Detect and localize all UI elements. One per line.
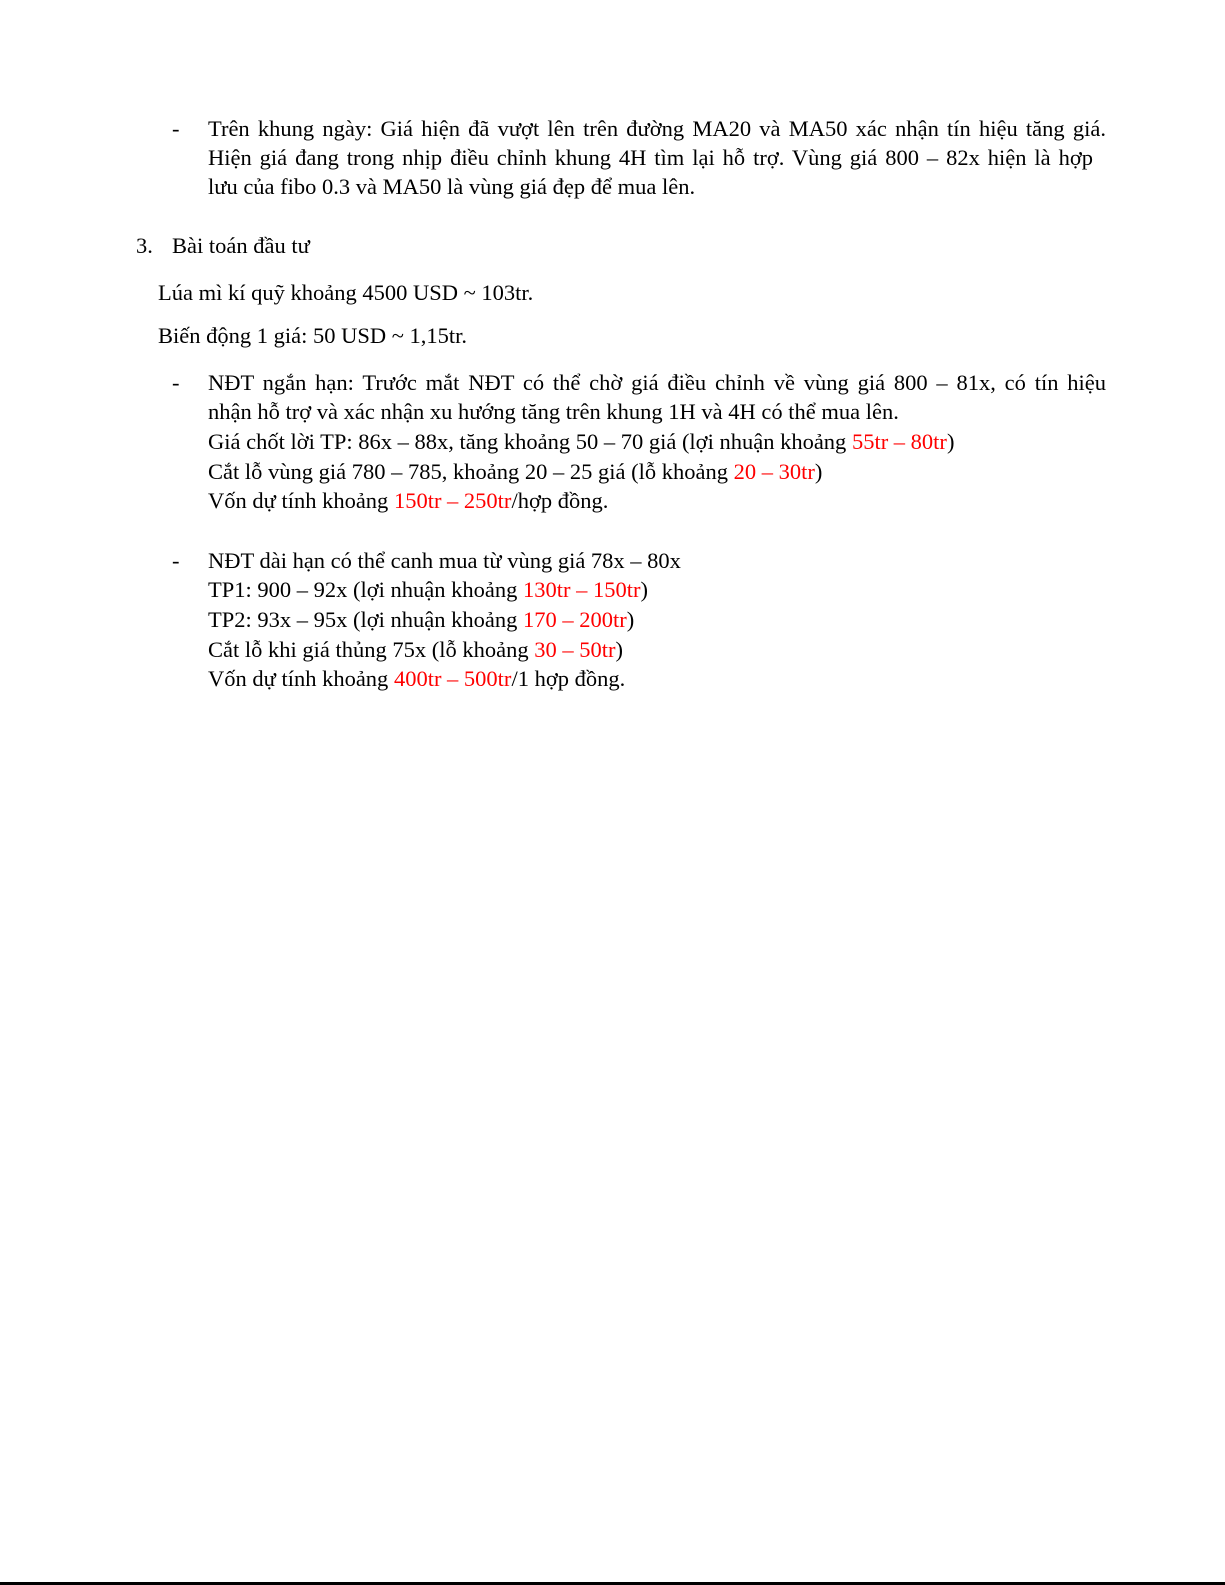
short-term-line-2: nhận hỗ trợ và xác nhận xu hướng tăng trên khung 1H và 4H có thể mua lên. xyxy=(208,399,899,424)
bullet-dash: - xyxy=(172,116,180,141)
long-term-tp1 xyxy=(208,575,648,605)
bullet-dash: - xyxy=(172,548,180,573)
long-term-capital-value: 400tr – 500tr xyxy=(393,666,512,691)
bullet-dash: - xyxy=(172,370,180,395)
daily-frame-line-1: Trên khung ngày: Giá hiện đã vượt lên trên đường MA20 và MA50 xác nhận tín hiệu tăng giá. xyxy=(208,116,1106,141)
short-term-capital xyxy=(208,486,608,516)
price-move-line: Biến động 1 giá: 50 USD ~ 1,15tr. xyxy=(158,323,468,348)
short-term-line-1: NĐT ngắn hạn: Trước mắt NĐT có thể chờ giá điều chỉnh về vùng giá 800 – 81x, có tín hiệu xyxy=(208,370,1106,395)
short-term-take-profit xyxy=(208,427,954,457)
long-term-tp1-text: TP1: 900 – 92x (lợi nhuận khoảng xyxy=(208,577,523,602)
long-term-line-1: NĐT dài hạn có thể canh mua từ vùng giá 78x – 80x xyxy=(208,548,681,573)
short-term-capital-unit: /hợp đồng. xyxy=(511,488,609,513)
long-term-tp2-text: TP2: 93x – 95x (lợi nhuận khoảng xyxy=(208,607,523,632)
short-term-capital-value: 150tr – 250tr xyxy=(393,488,512,513)
long-term-sl-text: Cắt lỗ khi giá thủng 75x (lỗ khoảng xyxy=(208,637,535,662)
short-term-tp-close: ) xyxy=(946,429,955,454)
long-term-tp2-value: 170 – 200tr xyxy=(523,607,627,632)
section-title: Bài toán đầu tư xyxy=(172,233,310,258)
short-term-tp-value: 55tr – 80tr xyxy=(851,429,947,454)
long-term-stop-loss xyxy=(208,635,623,665)
daily-frame-line-2: Hiện giá đang trong nhịp điều chỉnh khung 4H tìm lại hỗ trợ. Vùng giá 800 – 82x hiện là hợp xyxy=(208,145,1093,170)
short-term-stop-loss xyxy=(208,457,822,487)
long-term-capital xyxy=(208,664,625,694)
long-term-capital-text: Vốn dự tính khoảng xyxy=(208,666,394,691)
long-term-capital-unit: /1 hợp đồng. xyxy=(511,666,626,691)
short-term-capital-text: Vốn dự tính khoảng xyxy=(208,488,394,513)
long-term-sl-value: 30 – 50tr xyxy=(534,637,616,662)
long-term-tp2 xyxy=(208,605,634,635)
short-term-tp-text: Giá chốt lời TP: 86x – 88x, tăng khoảng 50 – 70 giá (lợi nhuận khoảng xyxy=(208,429,852,454)
short-term-sl-text: Cắt lỗ vùng giá 780 – 785, khoảng 20 – 25 giá (lỗ khoảng xyxy=(208,459,734,484)
long-term-tp1-value: 130tr – 150tr xyxy=(523,577,641,602)
long-term-tp2-close: ) xyxy=(626,607,635,632)
short-term-sl-value: 20 – 30tr xyxy=(733,459,815,484)
section-number: 3. xyxy=(136,233,153,258)
long-term-tp1-close: ) xyxy=(640,577,648,602)
short-term-sl-close: ) xyxy=(814,459,823,484)
margin-line: Lúa mì kí quỹ khoảng 4500 USD ~ 103tr. xyxy=(158,280,534,305)
long-term-sl-close: ) xyxy=(615,637,623,662)
daily-frame-line-3: lưu của fibo 0.3 và MA50 là vùng giá đẹp để mua lên. xyxy=(208,174,696,199)
